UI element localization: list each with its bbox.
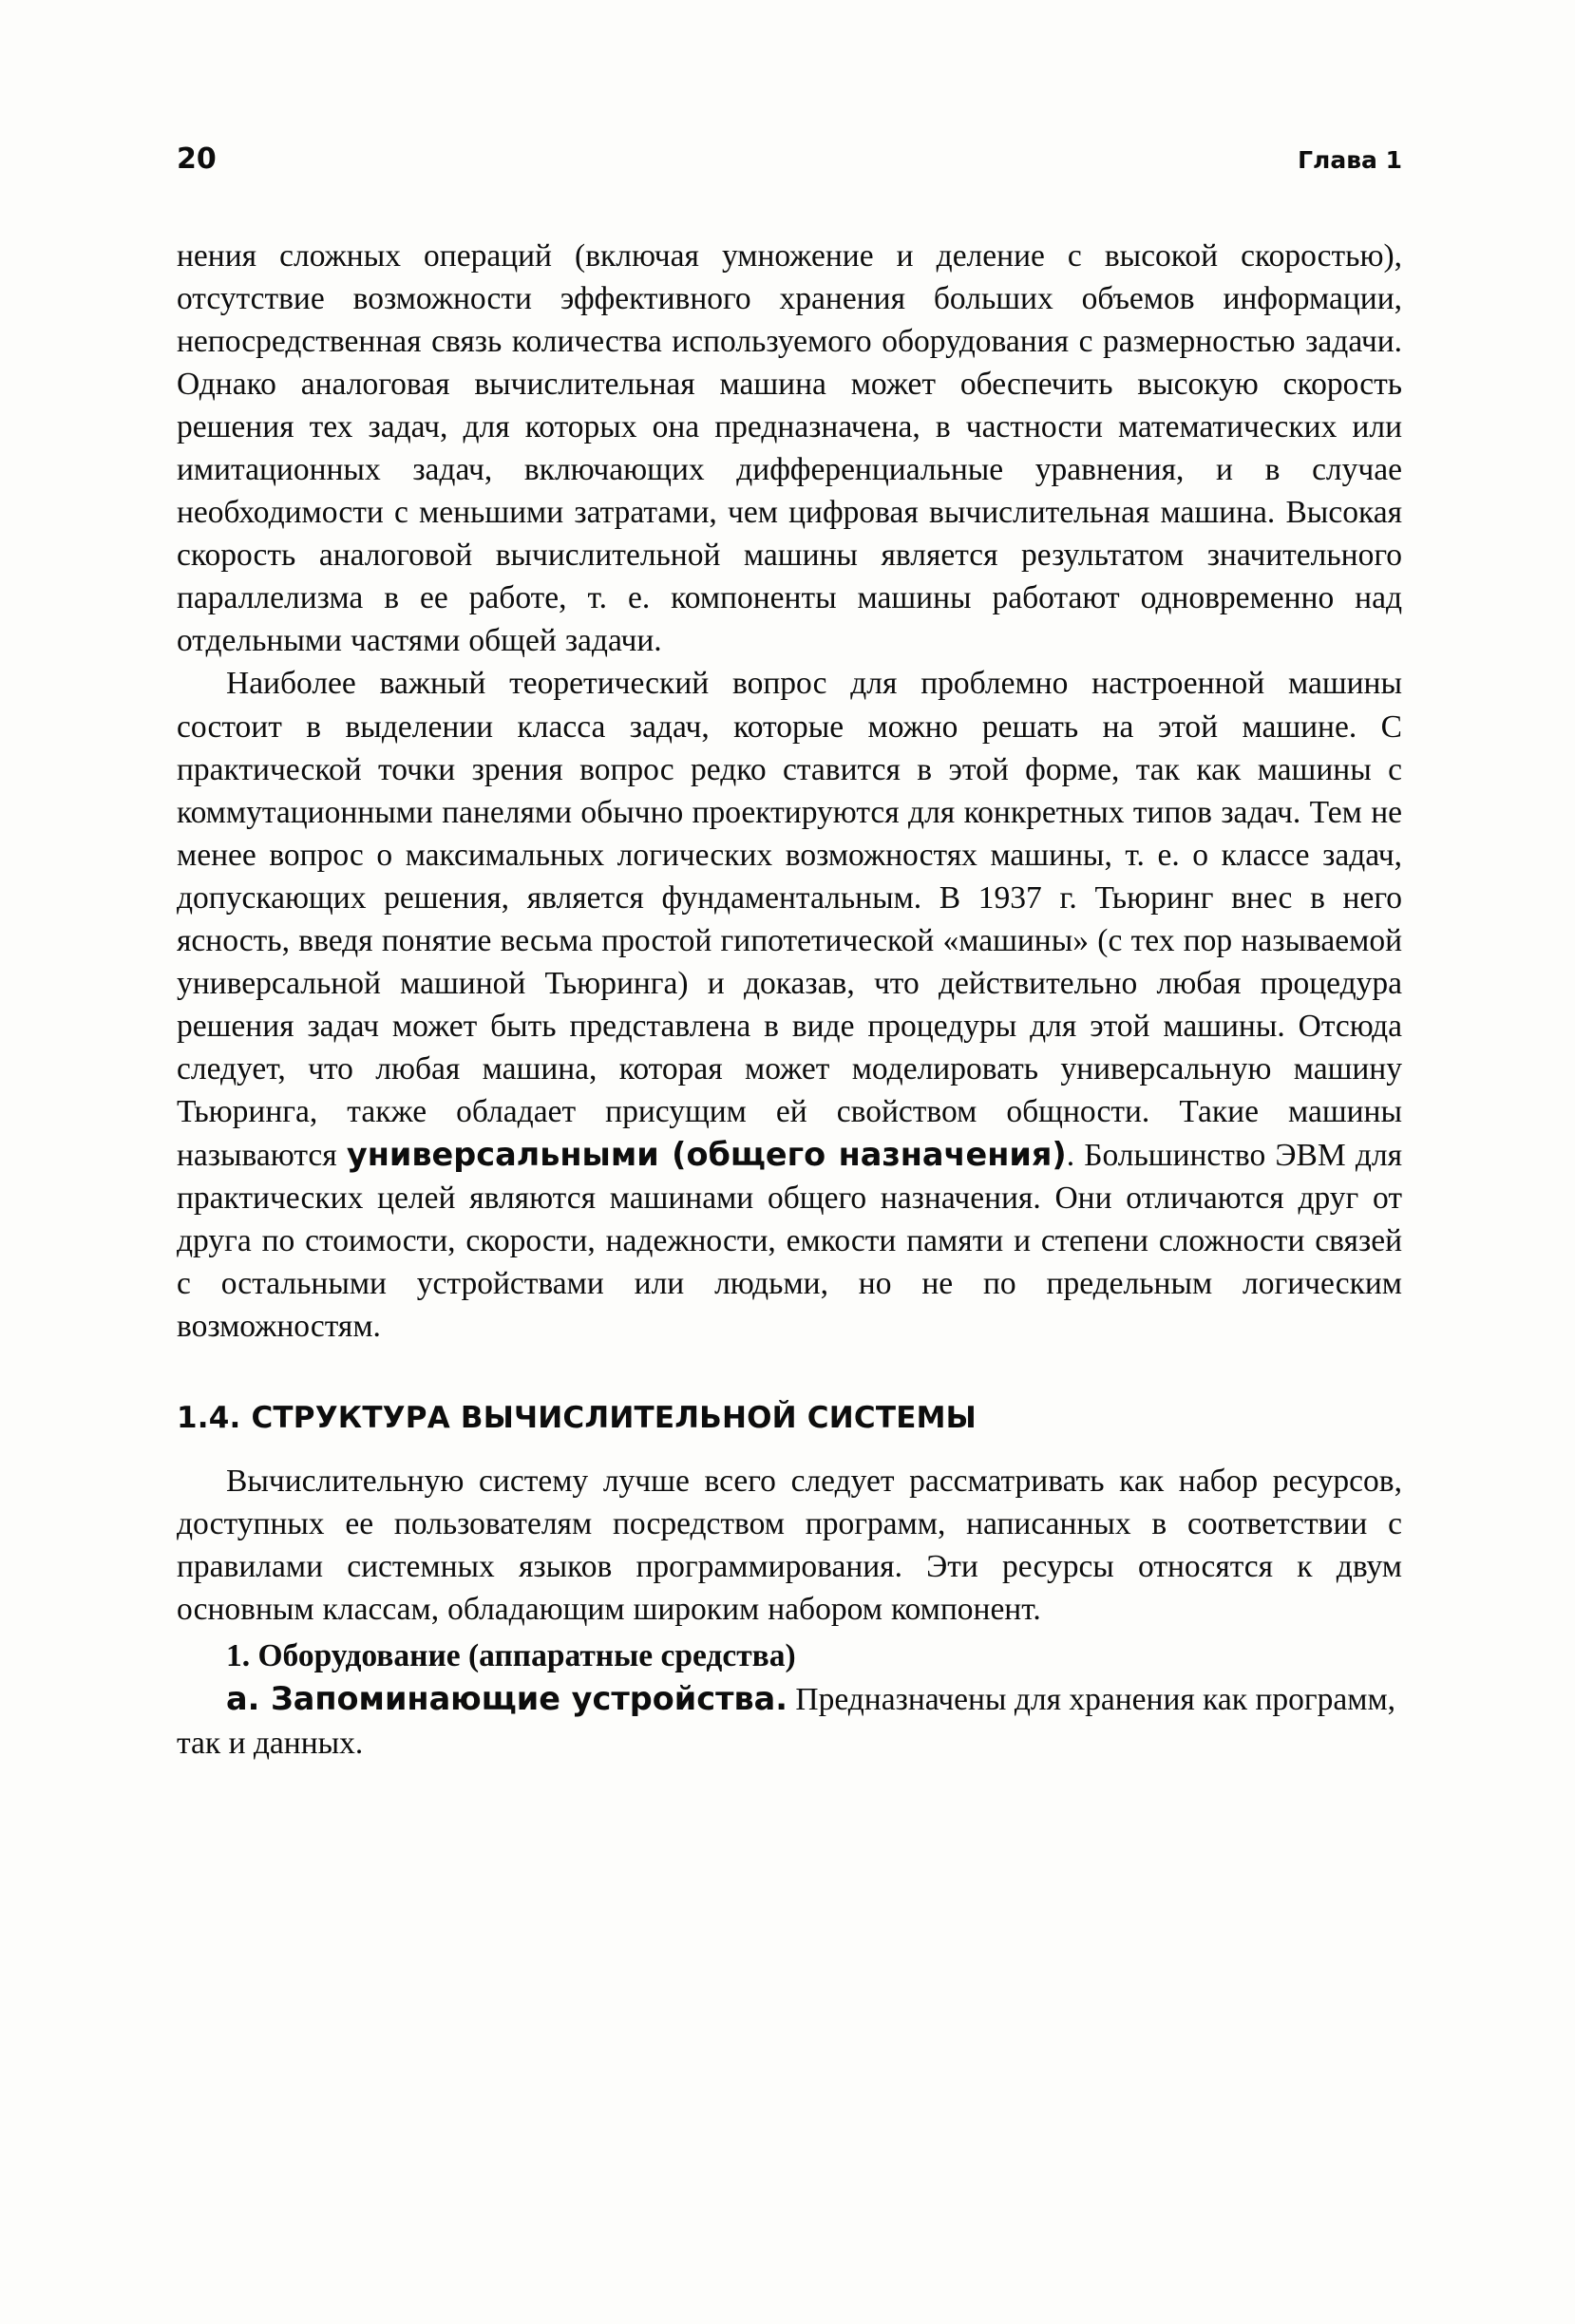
page-content <box>177 142 1402 1765</box>
paragraph-3: Вычислительную систему лучше всего следует рассматривать как набор ресурсов, доступных ее пользователям посредством программ, написанных в соответствии с правилами системных языков программирования. Эти ресурсы относятся к двум основным классам, обладающим широким набором компонент. <box>177 1464 1402 1628</box>
paragraph-2-part-1: Наиболее важный теоретический вопрос для проблемно настроенной машины состоит в выделении класса задач, которые можно решать на этой машине. С практической точки зрения вопрос редко ставится в этой форме, так как машины с коммутационными панелями обычно проектируются для конкретных типов задач. Тем не менее вопрос о максимальных логических возможностях машины, т. е. о классе задач, допускающих решения, является фундаментальным. В 1937 г. Тьюринг внес в него ясность, введя понятие весьма простой гипотетической «машины» (с тех пор называемой универсальной машиной Тьюринга) и доказав, что действительно любая процедура решения задач может быть представлена в виде процедуры для этой машины. Отсюда следует, что любая машина, которая может моделировать универсальную машину Тьюринга, также обладает присущим ей свойством общности. Такие машины называются <box>177 666 1402 1173</box>
paragraph-1: нения сложных операций (включая умножение и деление с высокой скоростью), отсутствие возможности эффективного хранения больших объемов информации, непосредственная связь количества используемого оборудования с размерностью задачи. Однако аналоговая вычислительная машина может обеспечить высокую скорость решения тех задач, для которых она предназначена, в частности математических или имитационных задач, включающих дифференциальные уравнения, и в случае необходимости с меньшими затратами, чем цифровая вычислительная машина. Высокая скорость аналоговой вычислительной машины является результатом значительного параллелизма в ее работе, т. е. компоненты машины работают одновременно над отдельными частями общей задачи. <box>177 238 1402 659</box>
paragraph-2-emphasis: универсальными (общего назначения) <box>346 1135 1067 1173</box>
list-item-a-text: Предназначены для хранения как программ, так и данных. <box>177 1682 1396 1761</box>
chapter-label: Глава 1 <box>1298 146 1402 174</box>
list-item-1-label: 1. Оборудование (аппаратные средства) <box>226 1638 796 1674</box>
list-item-a-label: а. Запоминающие устройства. <box>226 1680 788 1718</box>
list-item-1 <box>177 1634 1402 1677</box>
paragraph-2-part-2: . Большинство ЭВМ для практических целей являются машинами общего назначения. Они отличаются друг от друга по стоимости, скорости, надежности, емкости памяти и степени сложности связей с остальными устройствами или людьми, но не по предельным логическим возможностям. <box>177 1137 1402 1345</box>
list-item-a <box>177 1677 1402 1764</box>
section-heading: 1.4. СТРУКТУРА ВЫЧИСЛИТЕЛЬНОЙ СИСТЕМЫ <box>177 1401 977 1436</box>
running-head <box>177 142 1402 176</box>
paragraph-2 <box>177 662 1402 1348</box>
page-number: 20 <box>177 142 217 176</box>
